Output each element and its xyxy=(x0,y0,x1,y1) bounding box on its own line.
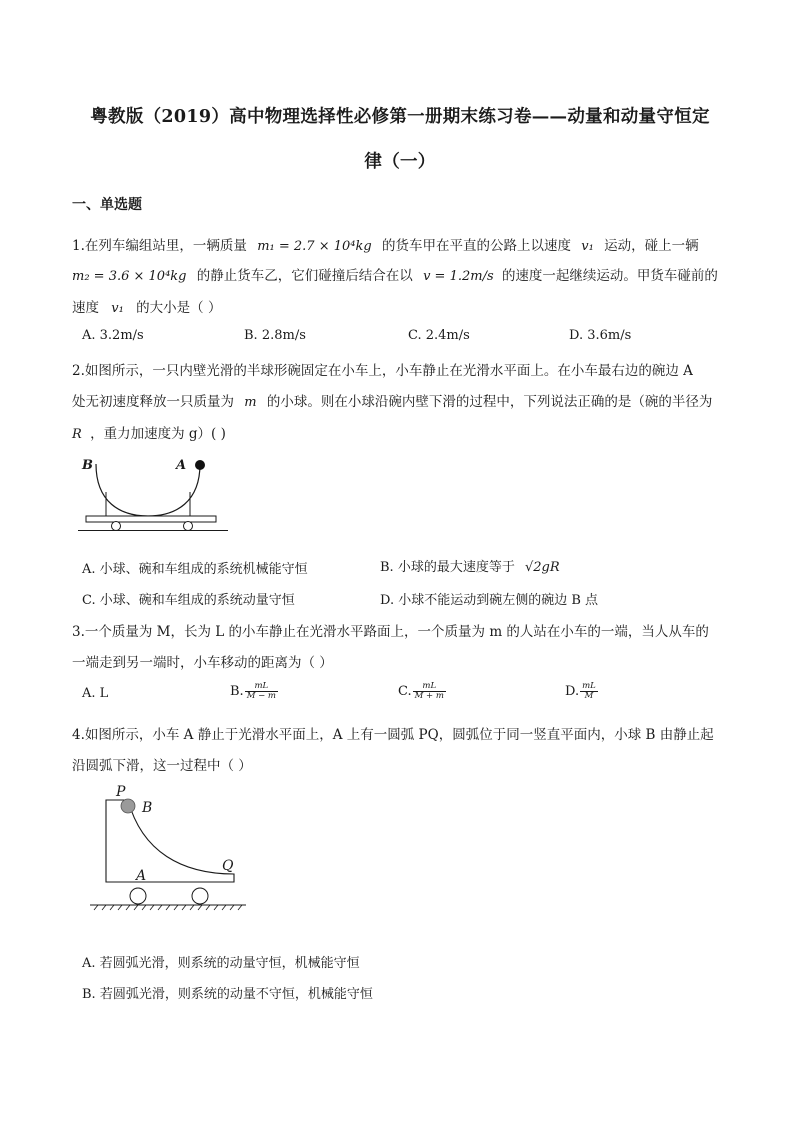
q1-text-e: 的速度一起继续运动。甲货车碰前的 xyxy=(501,268,718,284)
q2-option-b[interactable] xyxy=(380,556,560,575)
q1-text-f: 速度 xyxy=(72,300,99,316)
q2-option-b-math: √2gR xyxy=(524,560,560,575)
q3-option-b[interactable] xyxy=(230,682,278,701)
q1-text-c: 运动，碰上一辆 xyxy=(604,238,699,254)
cart-body xyxy=(86,516,216,522)
q3-b-num: mL xyxy=(245,682,278,692)
q1-v1: v₁ xyxy=(581,239,594,254)
cart-wheel-right xyxy=(184,522,193,531)
q2-line3 xyxy=(72,422,226,442)
q3-line2: 一端走到另一端时，小车移动的距离为（ ） xyxy=(72,655,333,671)
q3-d-den: M xyxy=(584,691,594,701)
q2-option-b-text: B. 小球的最大速度等于 xyxy=(380,560,515,575)
q1-option-a[interactable]: A. 3.2m/s xyxy=(82,328,144,343)
q3-option-b-label: B. xyxy=(230,684,244,699)
q2-line1: 2.如图所示，一只内壁光滑的半球形碗固定在小车上，小车静止在光滑水平面上。在小车最右边的碗边 A xyxy=(72,363,693,379)
q3-option-d[interactable] xyxy=(565,682,598,701)
q1-m1: m₁ = 2.7 × 10⁴kg xyxy=(257,239,372,254)
q3-option-c-fraction xyxy=(413,682,446,701)
fig2-label-A: A xyxy=(136,868,147,884)
q1-line3 xyxy=(72,296,221,316)
q2-m: m xyxy=(244,395,257,410)
q2-line2 xyxy=(72,390,712,410)
fig2-label-P: P xyxy=(116,784,126,800)
ground-hatching xyxy=(94,905,242,910)
doc-title-line1: 粤教版（2019）高中物理选择性必修第一册期末练习卷——动量和动量守恒定 xyxy=(90,107,710,127)
q2-text-a: 处无初速度释放一只质量为 xyxy=(72,394,234,410)
arc-cart-wheel-right xyxy=(192,888,208,904)
q4-option-b[interactable]: B. 若圆弧光滑，则系统的动量不守恒，机械能守恒 xyxy=(82,987,373,1002)
fig1-label-A: A xyxy=(176,458,187,473)
q1-v1-again: v₁ xyxy=(111,301,124,316)
cart-wheel-left xyxy=(112,522,121,531)
q1-v: v = 1.2m/s xyxy=(423,269,494,284)
q3-option-b-fraction xyxy=(245,682,278,701)
q4-line1: 4.如图所示，小车 A 静止于光滑水平面上，A 上有一圆弧 PQ，圆弧位于同一竖直平面内，小球 B 由静止起 xyxy=(72,727,714,743)
q3-option-c[interactable] xyxy=(398,682,446,701)
fig1-label-B: B xyxy=(82,458,93,473)
q4-line2: 沿圆弧下滑，这一过程中（ ） xyxy=(72,758,252,774)
q1-text-b: 的货车甲在平直的公路上以速度 xyxy=(381,238,571,254)
q3-option-a[interactable]: A. L xyxy=(82,686,109,701)
fig2-label-B: B xyxy=(142,800,153,816)
q2-R: R xyxy=(72,427,82,442)
q1-option-b[interactable]: B. 2.8m/s xyxy=(244,328,306,343)
q3-option-c-label: C. xyxy=(398,684,412,699)
q1-option-c[interactable]: C. 2.4m/s xyxy=(408,328,470,343)
fig2-label-Q: Q xyxy=(222,858,234,874)
q1-text-d: 的静止货车乙，它们碰撞后结合在以 xyxy=(196,268,413,284)
q1-text-g: 的大小是（ ） xyxy=(136,300,222,316)
bowl-cart-figure xyxy=(78,452,238,534)
doc-title-line2: 律（一） xyxy=(364,152,436,172)
q1-line2 xyxy=(72,264,718,284)
q3-line1: 3.一个质量为 M，长为 L 的小车静止在光滑水平路面上，一个质量为 m 的人站在小车的一端，当人从车的 xyxy=(72,624,709,640)
q2-option-c[interactable]: C. 小球、碗和车组成的系统动量守恒 xyxy=(82,593,295,608)
q4-option-a[interactable]: A. 若圆弧光滑，则系统的动量守恒，机械能守恒 xyxy=(82,956,360,971)
ball-at-A xyxy=(195,460,205,470)
arc-cart-wheel-left xyxy=(130,888,146,904)
ball-B xyxy=(121,799,135,813)
section-heading: 一、单选题 xyxy=(72,197,142,213)
q3-b-den: M − m xyxy=(246,691,276,701)
q2-text-c: ，重力加速度为 g）( ) xyxy=(90,426,226,442)
q3-c-num: mL xyxy=(413,682,446,692)
q1-line1 xyxy=(72,234,699,254)
q1-option-d[interactable]: D. 3.6m/s xyxy=(569,328,632,343)
q2-option-d[interactable]: D. 小球不能运动到碗左侧的碗边 B 点 xyxy=(380,593,599,608)
q3-d-num: mL xyxy=(582,681,596,691)
q3-c-den: M + m xyxy=(414,691,444,701)
q3-option-d-fraction xyxy=(580,682,598,701)
q2-text-b: 的小球。则在小球沿碗内壁下滑的过程中，下列说法正确的是（碗的半径为 xyxy=(266,394,713,410)
q3-option-d-label: D. xyxy=(565,684,580,699)
q2-option-a[interactable]: A. 小球、碗和车组成的系统机械能守恒 xyxy=(82,562,308,577)
q1-text-a: 1.在列车编组站里，一辆质量 xyxy=(72,238,247,254)
arc-cart-figure xyxy=(86,784,246,916)
q1-m2: m₂ = 3.6 × 10⁴kg xyxy=(72,269,187,284)
